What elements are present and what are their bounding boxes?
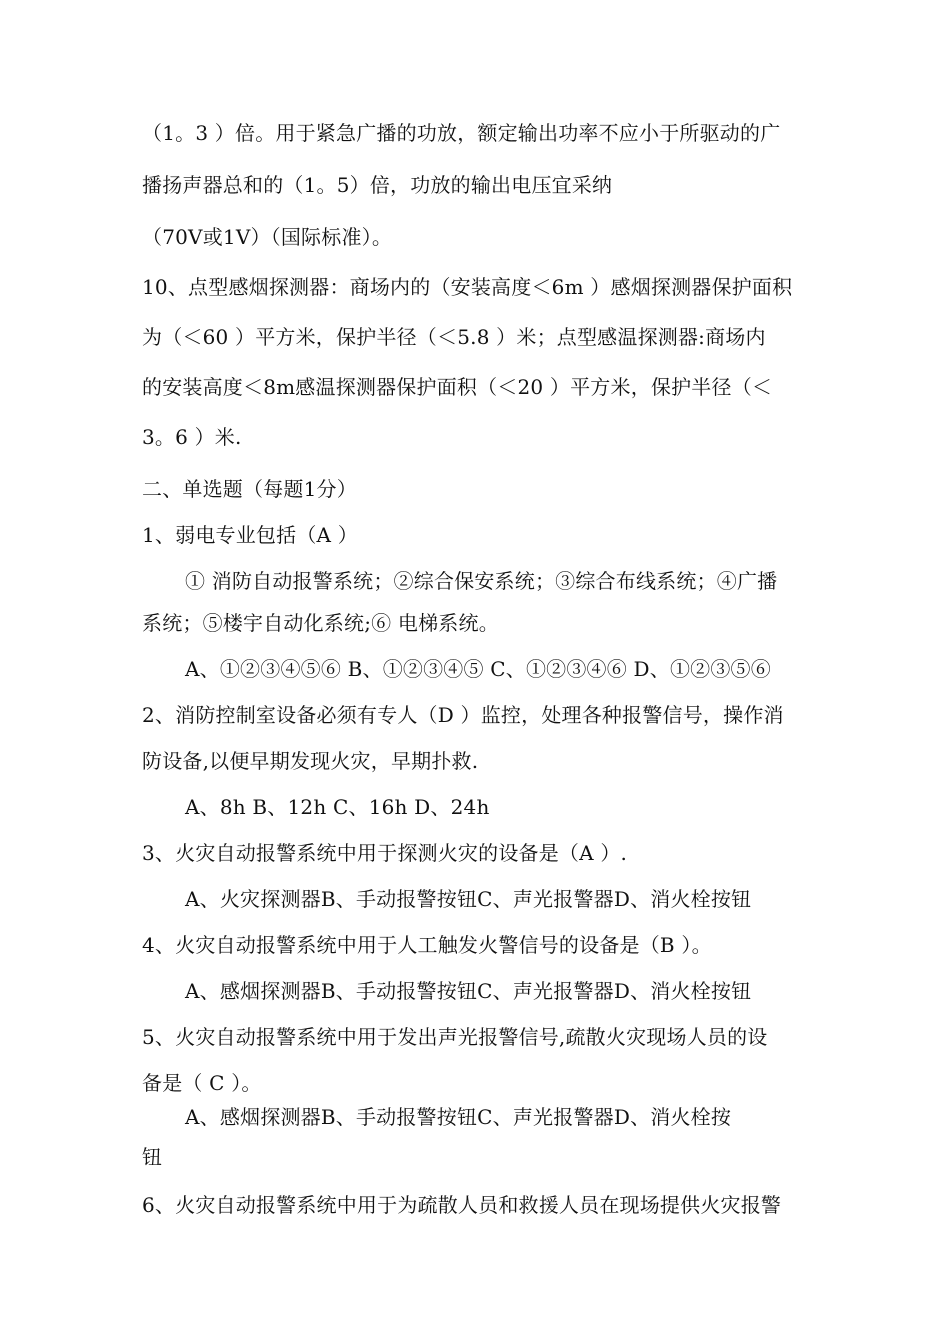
question-2-cont: 防设备,以便早期发现火灾，早期扑救. [142,749,479,773]
text-line-item-10: 10、点型感烟探测器：商场内的（安装高度＜6m ）感烟探测器保护面积 [142,275,793,299]
text-line-amplifier-output: 播扬声器总和的（1。5）倍，功放的输出电压宜采纳 [142,173,613,197]
question-1-list-cont: 系统；⑤楼宇自动化系统;⑥ 电梯系统。 [142,611,499,635]
question-5-options: A、感烟探测器B、手动报警按钮C、声光报警器D、消火栓按 [185,1105,732,1129]
text-line-amplifier-ratio: （1。3 ）倍。用于紧急广播的功放，额定输出功率不应小于所驱动的广 [142,121,781,145]
question-5-cont: 备是（ C ）。 [142,1071,262,1095]
text-line-voltage-standard: （70V或1V）（国际标准）。 [142,225,393,249]
question-1: 1、弱电专业包括（A ） [142,523,358,547]
question-2: 2、消防控制室设备必须有专人（D ）监控，处理各种报警信号，操作消 [142,703,784,727]
question-5-options-cont: 钮 [142,1145,163,1169]
question-3-options: A、火灾探测器B、手动报警按钮C、声光报警器D、消火栓按钮 [185,887,752,911]
question-6: 6、火灾自动报警系统中用于为疏散人员和救援人员在现场提供火灾报警 [142,1193,782,1217]
section-heading-single-choice: 二、单选题（每题1分） [142,477,357,501]
text-line-item-10-heat: 的安装高度＜8m感温探测器保护面积（＜20 ）平方米，保护半径（＜ [142,375,773,399]
question-4: 4、火灾自动报警系统中用于人工触发火警信号的设备是（B ）。 [142,933,712,957]
question-4-options: A、感烟探测器B、手动报警按钮C、声光报警器D、消火栓按钮 [185,979,752,1003]
question-2-options: A、8h B、12h C、16h D、24h [185,795,490,819]
question-1-list: ① 消防自动报警系统；②综合保安系统；③综合布线系统；④广播 [185,569,778,593]
text-line-item-10-radius: 3。6 ）米. [142,425,242,449]
question-3: 3、火灾自动报警系统中用于探测火灾的设备是（A ）. [142,841,628,865]
question-5: 5、火灾自动报警系统中用于发出声光报警信号,疏散火灾现场人员的设 [142,1025,768,1049]
question-1-options: A、①②③④⑤⑥ B、①②③④⑤ C、①②③④⑥ D、①②③⑤⑥ [185,657,771,681]
text-line-item-10-area: 为（＜60 ）平方米，保护半径（＜5.8 ）米；点型感温探测器:商场内 [142,325,766,349]
